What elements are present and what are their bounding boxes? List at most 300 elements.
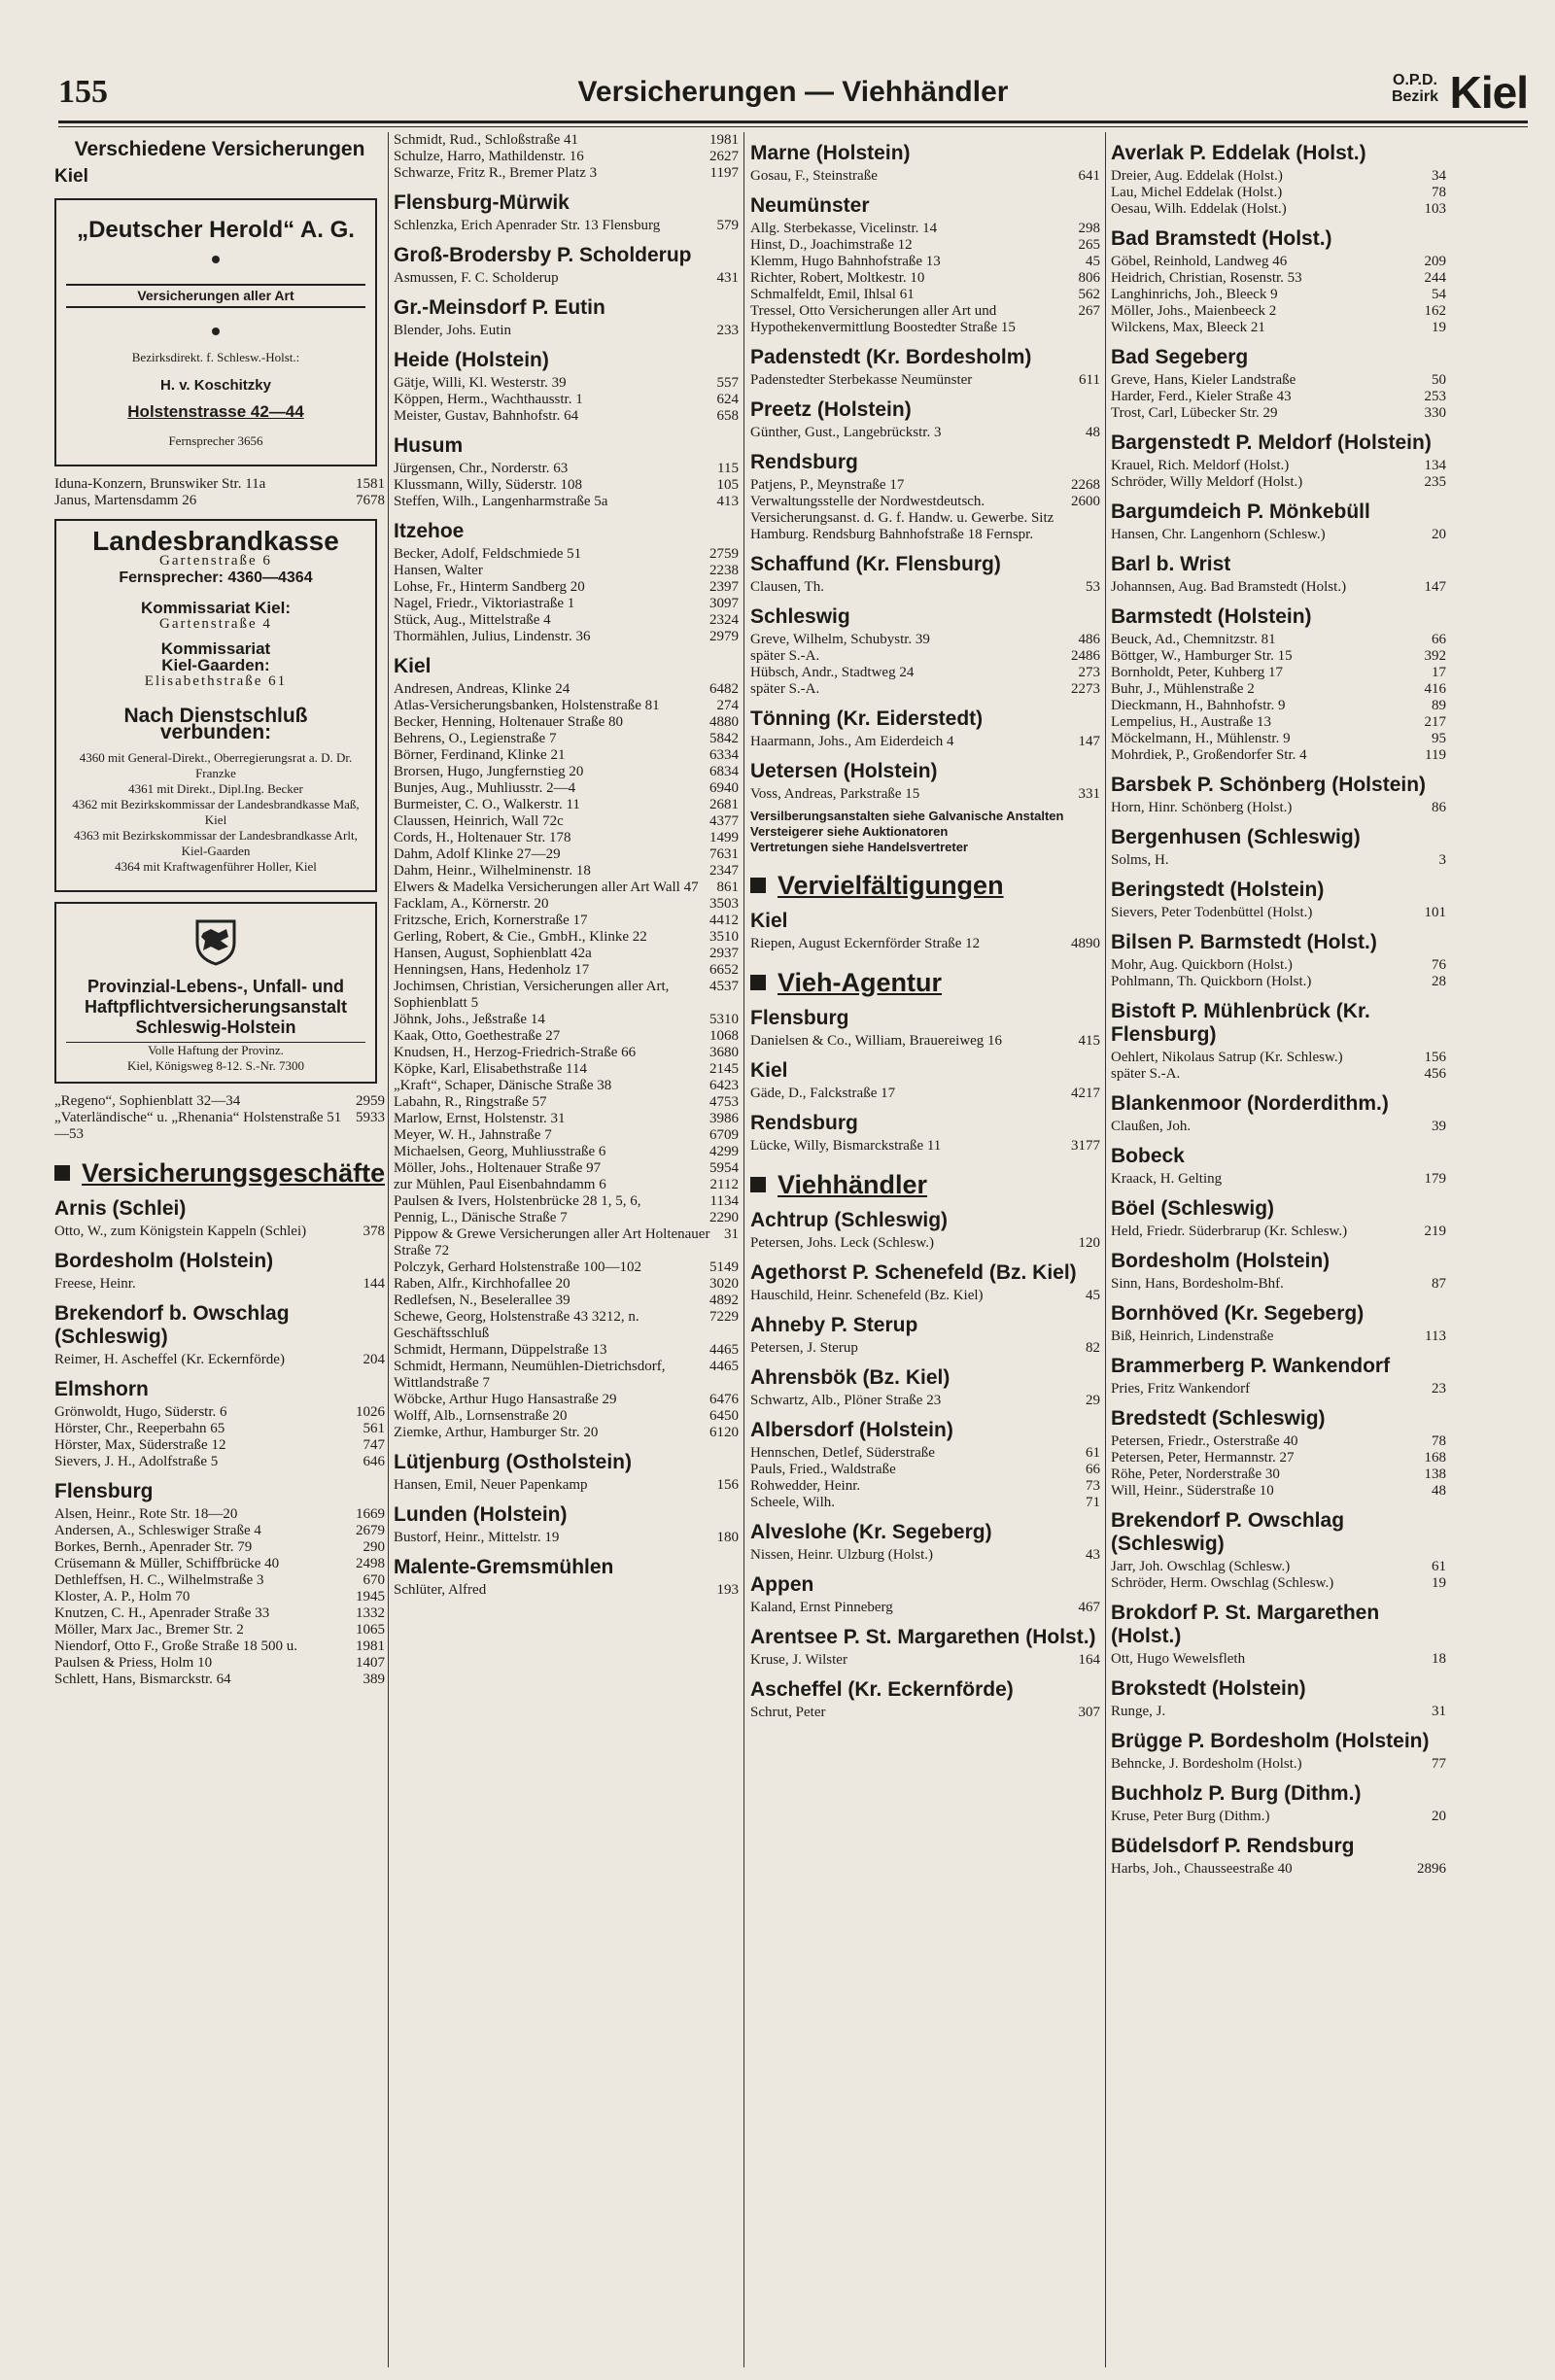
entry-phone: 28 — [1432, 974, 1446, 989]
entry-phone: 4890 — [1071, 936, 1100, 951]
entry-name: Asmussen, F. C. Scholderup — [394, 270, 559, 286]
list-item — [1111, 579, 1446, 596]
entry-name: Raben, Alfr., Kirchhofallee 20 — [394, 1276, 570, 1292]
list-item — [394, 1392, 739, 1408]
entry-phone: 6940 — [709, 780, 739, 796]
entry-phone: 5933 — [356, 1110, 385, 1125]
entry-phone: 204 — [363, 1352, 385, 1367]
entry-name: Elwers & Madelka Versicherungen aller Art Wall 47 — [394, 880, 699, 895]
entry-name: Lempelius, H., Austraße 13 — [1111, 714, 1271, 730]
entry-group — [394, 546, 739, 645]
entry-name: Jarr, Joh. Owschlag (Schlesw.) — [1111, 1559, 1291, 1574]
entry-phone: 219 — [1424, 1224, 1446, 1239]
entry-name: Labahn, R., Ringstraße 57 — [394, 1094, 547, 1110]
place-heading: Malente-Gremsmühlen — [394, 1556, 614, 1578]
lbk-line: 4363 mit Bezirkskommissar der Landesbrandkasse Arlt, Kiel-Gaarden — [74, 828, 358, 858]
entry-phone: 2679 — [356, 1523, 385, 1538]
entry-phone: 5149 — [709, 1259, 739, 1275]
entry-name: Allg. Sterbekasse, Vicelinstr. 14 — [750, 221, 938, 236]
entry-name: Pippow & Grewe Versicherungen aller Art Holtenauer Straße 72 — [394, 1226, 710, 1259]
list-item — [54, 1093, 385, 1110]
list-item — [394, 797, 739, 813]
entry-name: Andersen, A., Schleswiger Straße 4 — [54, 1523, 261, 1538]
entry-phone: 113 — [1425, 1328, 1446, 1344]
list-item — [394, 714, 739, 731]
bezirk-text: Bezirk — [1391, 88, 1438, 105]
entry-group — [1111, 527, 1446, 543]
misc-city: Kiel — [54, 166, 88, 187]
list-item — [1111, 681, 1446, 698]
place-heading: Blankenmoor (Norderdithm.) — [1111, 1092, 1389, 1115]
entry-group — [750, 1138, 1100, 1155]
entry-name: Heidrich, Christian, Rosenstr. 53 — [1111, 270, 1302, 286]
entry-name: Gäde, D., Falckstraße 17 — [750, 1086, 896, 1101]
entry-phone: 274 — [716, 698, 739, 713]
entry-phone: 2600 — [1071, 494, 1100, 509]
entry-phone: 3680 — [709, 1045, 739, 1060]
entry-phone: 2347 — [709, 863, 739, 879]
entry-name: Knudsen, H., Herzog-Friedrich-Straße 66 — [394, 1045, 637, 1060]
entry-name: Verwaltungsstelle der Nordwestdeutsch. Versicherungsanst. d. G. f. Handw. u. Gewerbe. Sitz Hamburg. Rendsburg Bahnhofstraße 18 Fernspr. — [750, 494, 1054, 542]
entry-phone: 6423 — [709, 1078, 739, 1093]
place-heading: Flensburg — [750, 1007, 849, 1029]
place-heading: Tönning (Kr. Eiderstedt) — [750, 707, 984, 730]
entry-name: Möller, Marx Jac., Bremer Str. 2 — [54, 1622, 244, 1638]
place-heading: Ahneby P. Sterup — [750, 1314, 918, 1336]
list-item — [750, 1600, 1100, 1616]
list-item — [394, 1309, 739, 1342]
place-heading: Uetersen (Holstein) — [750, 760, 938, 782]
entry-name: Schwarze, Fritz R., Bremer Platz 3 — [394, 165, 598, 181]
entry-group — [750, 579, 1100, 596]
place-heading: Barmstedt (Holstein) — [1111, 605, 1312, 628]
cross-reference: Versilberungsanstalten siehe Galvanische Anstalten — [750, 809, 1064, 823]
place-heading: Averlak P. Eddelak (Holst.) — [1111, 142, 1366, 164]
entry-phone: 1945 — [356, 1589, 385, 1604]
lbk-line: 4362 mit Bezirkskommissar der Landesbrandkasse Maß, Kiel — [72, 797, 360, 827]
entry-name: Kaak, Otto, Goethestraße 27 — [394, 1028, 561, 1044]
list-item — [750, 734, 1100, 750]
list-item — [1111, 320, 1446, 336]
entry-name: Petersen, Friedr., Osterstraße 40 — [1111, 1433, 1298, 1449]
list-item — [1111, 1756, 1446, 1773]
list-item — [1111, 1559, 1446, 1575]
entry-group — [750, 936, 1100, 952]
list-item — [394, 132, 739, 149]
list-item — [750, 168, 1100, 185]
entry-group — [1111, 372, 1446, 422]
entry-name: Andresen, Andreas, Klinke 24 — [394, 681, 570, 697]
list-item — [394, 546, 739, 563]
place-heading: Bornhöved (Kr. Segeberg) — [1111, 1302, 1365, 1325]
list-item — [750, 1652, 1100, 1669]
entry-phone: 105 — [716, 477, 739, 493]
entry-name: Stück, Aug., Mittelstraße 4 — [394, 612, 551, 628]
entry-name: Paulsen & Priess, Holm 10 — [54, 1655, 213, 1671]
entry-phone: 486 — [1078, 632, 1100, 647]
entry-name: Meister, Gustav, Bahnhofstr. 64 — [394, 408, 579, 424]
entry-group — [394, 323, 739, 339]
entry-phone: 7631 — [709, 846, 739, 862]
list-item — [394, 1160, 739, 1177]
entry-phone: 3177 — [1071, 1138, 1100, 1154]
place-heading: Brokdorf P. St. Margarethen (Holst.) — [1111, 1602, 1380, 1647]
entry-name: Borkes, Bernh., Apenrader Str. 79 — [54, 1539, 253, 1555]
entry-list — [54, 476, 385, 509]
list-item — [394, 731, 739, 747]
list-item — [394, 747, 739, 764]
entry-name: Pauls, Fried., Waldstraße — [750, 1462, 896, 1477]
list-item — [394, 1177, 739, 1193]
column-divider — [743, 132, 744, 2367]
entry-phone: 389 — [363, 1672, 385, 1687]
list-item — [394, 1193, 739, 1210]
place-heading: Bobeck — [1111, 1145, 1185, 1167]
list-item — [394, 880, 739, 896]
entry-phone: 101 — [1424, 905, 1446, 920]
list-item — [54, 1638, 385, 1655]
entry-name: Schewe, Georg, Holstenstraße 43 3212, n. Geschäftsschluß — [394, 1309, 639, 1341]
entry-groups — [750, 910, 1100, 952]
list-item — [750, 1288, 1100, 1304]
entry-name: Trost, Carl, Lübecker Str. 29 — [1111, 405, 1278, 421]
place-heading: Büdelsdorf P. Rendsburg — [1111, 1835, 1355, 1857]
entry-phone: 82 — [1086, 1340, 1100, 1356]
list-item — [394, 1144, 739, 1160]
square-bullet-icon — [54, 1165, 70, 1181]
entry-phone: 1332 — [356, 1605, 385, 1621]
entry-group — [394, 270, 739, 287]
entry-name: Michaelsen, Georg, Muhliusstraße 6 — [394, 1144, 606, 1159]
entry-name: Mohrdiek, P., Großendorfer Str. 4 — [1111, 747, 1307, 763]
entry-phone: 23 — [1432, 1381, 1446, 1397]
entry-name: Börner, Ferdinand, Klinke 21 — [394, 747, 566, 763]
place-heading: Bergenhusen (Schleswig) — [1111, 826, 1361, 848]
entry-name: Hansen, Walter — [394, 563, 483, 578]
list-item — [54, 1572, 385, 1589]
entry-name: Hauschild, Heinr. Schenefeld (Bz. Kiel) — [750, 1288, 984, 1303]
list-item — [394, 1226, 739, 1259]
list-item — [394, 681, 739, 698]
place-heading: Brekendorf b. Owschlag (Schleswig) — [54, 1302, 290, 1348]
place-heading: Bilsen P. Barmstedt (Holst.) — [1111, 931, 1377, 953]
list-item — [1111, 1466, 1446, 1483]
entry-phone: 273 — [1078, 665, 1100, 680]
place-heading: Böel (Schleswig) — [1111, 1197, 1275, 1220]
entry-phone: 5842 — [709, 731, 739, 746]
place-heading: Ahrensbök (Bz. Kiel) — [750, 1366, 950, 1389]
entry-name: „Kraft“, Schaper, Dänische Straße 38 — [394, 1078, 612, 1093]
entry-name: Cords, H., Holtenauer Str. 178 — [394, 830, 571, 845]
prov-title: Provinzial-Lebens-, Unfall- und Haftpflichtversicherungsanstalt Schleswig-Holstein — [84, 977, 348, 1037]
list-item — [1111, 1066, 1446, 1083]
entry-name: Dahm, Heinr., Wilhelminenstr. 18 — [394, 863, 591, 879]
list-item — [394, 830, 739, 846]
list-item — [54, 1523, 385, 1539]
list-item — [394, 913, 739, 929]
dot-icon — [66, 252, 365, 268]
list-item — [750, 681, 1100, 698]
entry-list — [54, 1093, 385, 1143]
list-item — [750, 1445, 1100, 1462]
entry-phone: 2238 — [709, 563, 739, 578]
entry-group — [394, 1530, 739, 1546]
entry-phone: 861 — [716, 880, 739, 895]
entry-phone: 1068 — [709, 1028, 739, 1044]
list-item — [1111, 1809, 1446, 1825]
list-item — [1111, 201, 1446, 218]
list-item — [394, 149, 739, 165]
column-divider — [1105, 132, 1106, 2367]
entry-name: Bornholdt, Peter, Kuhberg 17 — [1111, 665, 1284, 680]
entry-phone: 2498 — [356, 1556, 385, 1571]
entry-phone: 415 — [1078, 1033, 1100, 1049]
herold-ad — [54, 198, 377, 466]
entry-group — [1111, 1559, 1446, 1592]
entry-group — [750, 1033, 1100, 1050]
list-item — [394, 612, 739, 629]
list-item — [394, 946, 739, 962]
entry-group — [750, 1547, 1100, 1564]
place-heading: Preetz (Holstein) — [750, 398, 912, 421]
entry-name: Will, Heinr., Süderstraße 10 — [1111, 1483, 1274, 1499]
entry-name: Günther, Gust., Langebrückstr. 3 — [750, 425, 942, 440]
entry-phone: 3986 — [709, 1111, 739, 1126]
landesbrandkasse-ad — [54, 519, 377, 892]
place-heading: Kiel — [394, 655, 432, 677]
entry-phone: 244 — [1424, 270, 1446, 286]
entry-name: Hübsch, Andr., Stadtweg 24 — [750, 665, 915, 680]
entry-name: Sinn, Hans, Bordesholm-Bhf. — [1111, 1276, 1284, 1292]
list-item — [1111, 665, 1446, 681]
place-heading: Gr.-Meinsdorf P. Eutin — [394, 296, 605, 319]
entry-phone: 61 — [1432, 1559, 1446, 1574]
entry-phone: 4465 — [709, 1359, 739, 1374]
entry-phone: 2290 — [709, 1210, 739, 1225]
entry-phone: 1581 — [356, 476, 385, 492]
entry-phone: 31 — [1432, 1704, 1446, 1719]
list-item — [1111, 852, 1446, 869]
entry-phone: 1197 — [709, 165, 739, 181]
entry-phone: 53 — [1086, 579, 1100, 595]
herold-line: H. v. Koschitzky — [160, 377, 271, 394]
place-heading: Bordesholm (Holstein) — [1111, 1250, 1330, 1272]
place-heading: Groß-Brodersby P. Scholderup — [394, 244, 692, 266]
list-item — [750, 221, 1100, 237]
list-item — [394, 629, 739, 645]
entry-group — [750, 221, 1100, 336]
entry-name: Wöbcke, Arthur Hugo Hansastraße 29 — [394, 1392, 617, 1407]
place-heading: Kiel — [750, 1059, 788, 1082]
entry-group — [750, 786, 1100, 803]
entry-phone: 378 — [363, 1224, 385, 1239]
entry-name: Hansen, Emil, Neuer Papenkamp — [394, 1477, 588, 1493]
entry-phone: 31 — [724, 1226, 739, 1242]
entry-name: Nissen, Heinr. Ulzburg (Holst.) — [750, 1547, 934, 1563]
entry-name: Schulze, Harro, Mathildenstr. 16 — [394, 149, 584, 164]
entry-phone: 1065 — [356, 1622, 385, 1638]
list-item — [394, 270, 739, 287]
place-heading: Agethorst P. Schenefeld (Bz. Kiel) — [750, 1261, 1077, 1284]
entry-group — [750, 1086, 1100, 1102]
entry-phone: 562 — [1078, 287, 1100, 302]
entry-name: Jochimsen, Christian, Versicherungen aller Art, Sophienblatt 5 — [394, 979, 670, 1011]
entry-phone: 6120 — [709, 1425, 739, 1440]
list-item — [1111, 974, 1446, 990]
list-item — [750, 786, 1100, 803]
entry-phone: 20 — [1432, 527, 1446, 542]
entry-phone: 431 — [716, 270, 739, 286]
entry-name: Köpke, Karl, Elisabethstraße 114 — [394, 1061, 587, 1077]
list-item — [1111, 1119, 1446, 1135]
list-item — [750, 425, 1100, 441]
list-item — [54, 1352, 385, 1368]
entry-phone: 6334 — [709, 747, 739, 763]
entry-phone: 20 — [1432, 1809, 1446, 1824]
list-item — [1111, 1171, 1446, 1188]
entry-phone: 561 — [363, 1421, 385, 1436]
entry-name: Schlett, Hans, Bismarckstr. 64 — [54, 1672, 231, 1687]
entry-phone: 115 — [717, 461, 739, 476]
entry-phone: 6709 — [709, 1127, 739, 1143]
entry-name: Köppen, Herm., Wachthausstr. 1 — [394, 392, 583, 407]
entry-group — [394, 681, 739, 1441]
entry-phone: 1669 — [356, 1506, 385, 1522]
list-item — [1111, 1651, 1446, 1668]
entry-group — [1111, 1381, 1446, 1397]
list-item — [394, 218, 739, 234]
list-item — [394, 408, 739, 425]
list-item — [394, 375, 739, 392]
entry-name: Danielsen & Co., William, Brauereiweg 16 — [750, 1033, 1003, 1049]
entry-name: später S.-A. — [750, 681, 820, 697]
list-item — [1111, 731, 1446, 747]
place-heading: Bargumdeich P. Mönkebüll — [1111, 500, 1370, 523]
entry-phone: 19 — [1432, 1575, 1446, 1591]
entry-name: Kraack, H. Gelting — [1111, 1171, 1223, 1187]
place-heading: Barl b. Wrist — [1111, 553, 1231, 575]
entry-phone: 6652 — [709, 962, 739, 978]
entry-name: Schröder, Willy Meldorf (Holst.) — [1111, 474, 1303, 490]
list-item — [1111, 185, 1446, 201]
entry-phone: 2145 — [709, 1061, 739, 1077]
entry-name: Behncke, J. Bordesholm (Holst.) — [1111, 1756, 1302, 1772]
entry-phone: 557 — [716, 375, 739, 391]
section-heading — [750, 968, 1100, 997]
entry-group — [1111, 1651, 1446, 1668]
entry-group — [750, 1288, 1100, 1304]
entry-name: Lau, Michel Eddelak (Holst.) — [1111, 185, 1283, 200]
entry-name: Redlefsen, N., Beseleralleе 39 — [394, 1293, 570, 1308]
cross-references — [750, 809, 1100, 855]
entry-phone: 4412 — [709, 913, 739, 928]
entry-phone: 267 — [1078, 303, 1100, 319]
list-item — [394, 1078, 739, 1094]
page-number: 155 — [58, 74, 108, 110]
entry-phone: 120 — [1078, 1235, 1100, 1251]
entry-group — [54, 1404, 385, 1470]
entry-phone: 1981 — [709, 132, 739, 148]
entry-phone: 624 — [716, 392, 739, 407]
entry-phone: 658 — [716, 408, 739, 424]
entry-name: Gosau, F., Steinstraße — [750, 168, 878, 184]
entry-name: Niendorf, Otto F., Große Straße 18 500 u. — [54, 1638, 298, 1654]
entry-phone: 330 — [1424, 405, 1446, 421]
entry-name: Sievers, J. H., Adolfstraße 5 — [54, 1454, 219, 1469]
entry-name: Dahm, Adolf Klinke 27—29 — [394, 846, 561, 862]
entry-phone: 5954 — [709, 1160, 739, 1176]
entry-name: Jürgensen, Chr., Norderstr. 63 — [394, 461, 569, 476]
entry-phone: 66 — [1432, 632, 1446, 647]
place-heading: Brokstedt (Holstein) — [1111, 1677, 1306, 1700]
entry-name: „Regeno“, Sophienblatt 32—34 — [54, 1093, 241, 1109]
entry-phone: 2273 — [1071, 681, 1100, 697]
list-item — [1111, 1276, 1446, 1293]
entry-name: Bustorf, Heinr., Mittelstr. 19 — [394, 1530, 560, 1545]
list-item — [394, 563, 739, 579]
list-item — [394, 1276, 739, 1293]
list-item — [394, 461, 739, 477]
list-item — [750, 237, 1100, 254]
list-item — [394, 1293, 739, 1309]
entry-phone: 307 — [1078, 1705, 1100, 1720]
entry-name: Beuck, Ad., Chemnitzstr. 81 — [1111, 632, 1276, 647]
entry-phone: 611 — [1079, 372, 1100, 388]
lbk-line: Kiel-Gaarden: — [161, 656, 270, 674]
entry-phone: 209 — [1424, 254, 1446, 269]
entry-name: Petersen, Johs. Leck (Schlesw.) — [750, 1235, 934, 1251]
entry-name: Wolff, Alb., Lornsenstraße 20 — [394, 1408, 568, 1424]
entry-name: Solms, H. — [1111, 852, 1169, 868]
place-heading: Albersdorf (Holstein) — [750, 1419, 953, 1441]
list-item — [54, 1110, 385, 1143]
list-item — [1111, 648, 1446, 665]
entry-phone: 77 — [1432, 1756, 1446, 1772]
entry-name: Hörster, Chr., Reeperbahn 65 — [54, 1421, 225, 1436]
entry-phone: 1134 — [709, 1193, 739, 1209]
square-bullet-icon — [750, 878, 766, 893]
entry-groups — [54, 1197, 385, 1688]
entry-name: Petersen, Peter, Hermannstr. 27 — [1111, 1450, 1295, 1466]
entry-name: zur Mühlen, Paul Eisenbahndamm 6 — [394, 1177, 606, 1192]
column-2 — [394, 132, 739, 2367]
entry-phone: 5310 — [709, 1012, 739, 1027]
list-item — [750, 270, 1100, 287]
entry-name: Ott, Hugo Wewelsfleth — [1111, 1651, 1246, 1667]
entry-phone: 39 — [1432, 1119, 1446, 1134]
place-heading: Brammerberg P. Wankendorf — [1111, 1355, 1391, 1377]
entry-phone: 119 — [1425, 747, 1446, 763]
entry-group — [1111, 458, 1446, 491]
entry-group — [394, 375, 739, 425]
entry-group — [750, 1705, 1100, 1721]
entry-name: Nagel, Friedr., Viktoriastraße 1 — [394, 596, 575, 611]
entry-phone: 78 — [1432, 1433, 1446, 1449]
herold-line: Fernsprecher 3656 — [168, 433, 263, 448]
entry-group — [54, 1506, 385, 1688]
entry-phone: 2759 — [709, 546, 739, 562]
herold-sub: Versicherungen aller Art — [66, 284, 365, 308]
entry-name: Meyer, W. H., Jahnstraße 7 — [394, 1127, 552, 1143]
list-item — [394, 1210, 739, 1226]
entry-name: Pries, Fritz Wankendorf — [1111, 1381, 1251, 1397]
entry-group — [750, 425, 1100, 441]
entry-name: Voss, Andreas, Parkstraße 15 — [750, 786, 920, 802]
entry-name: Padenstedter Sterbekasse Neumünster — [750, 372, 973, 388]
place-heading: Bad Segeberg — [1111, 346, 1249, 368]
list-item — [394, 962, 739, 979]
entry-groups — [750, 1007, 1100, 1155]
